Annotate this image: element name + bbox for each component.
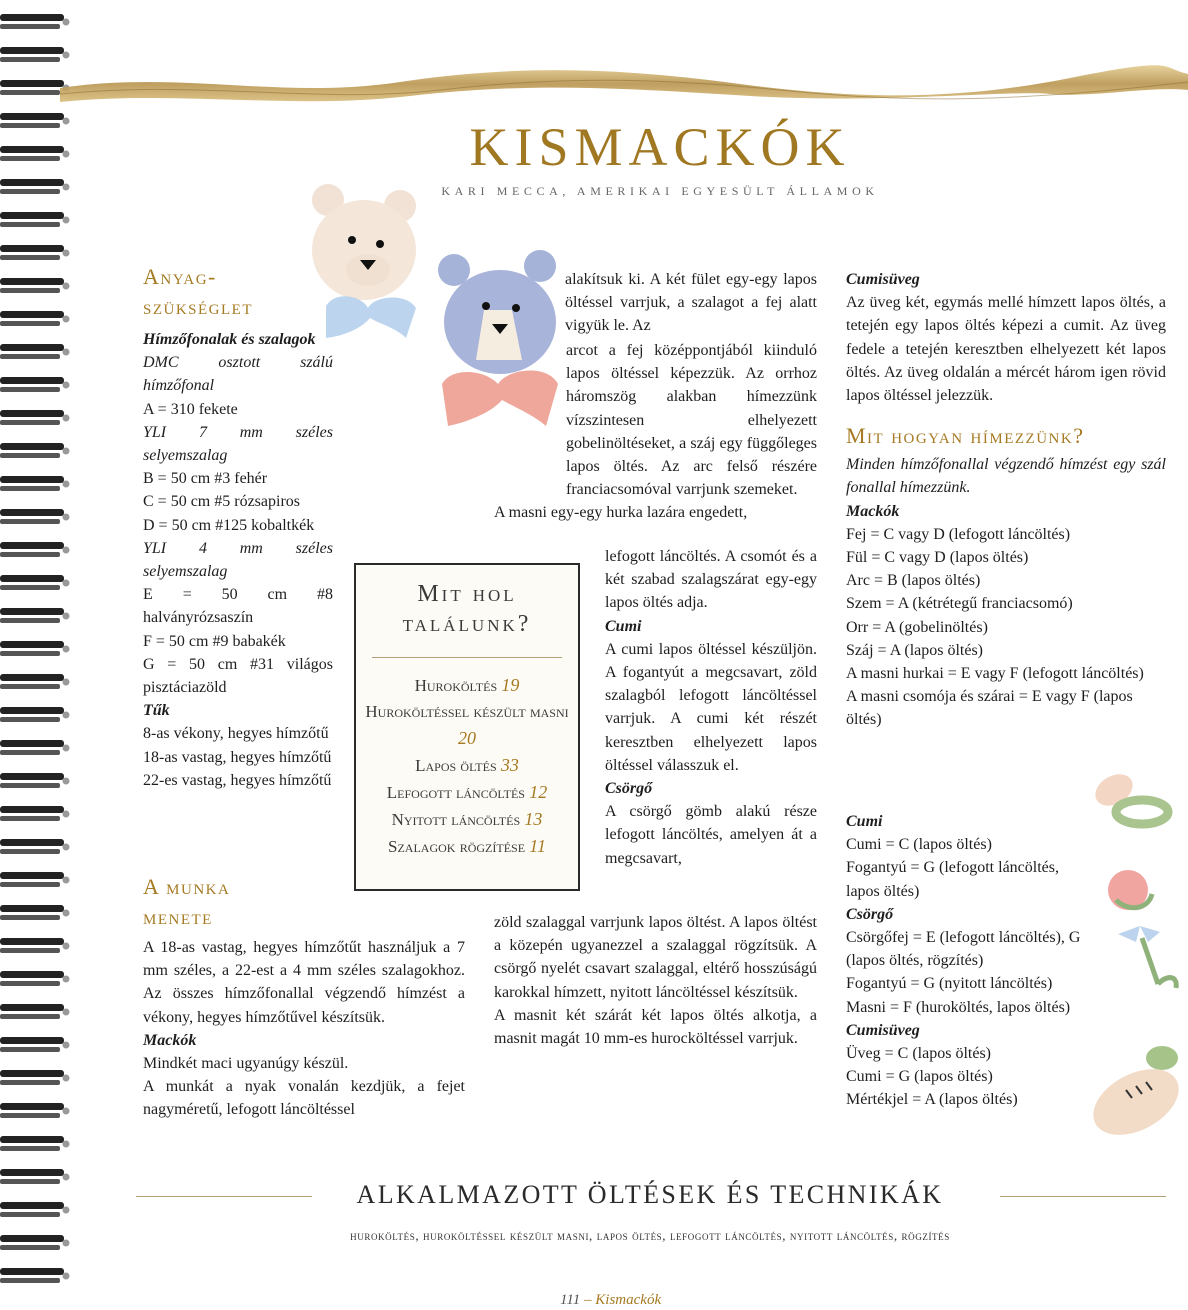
materials-line: Tűk: [143, 702, 170, 720]
process-bears-heading: Mackók: [143, 1031, 197, 1049]
spiral-coil: [0, 146, 64, 153]
spiral-coil-shadow: [0, 717, 60, 722]
spiral-hole: [63, 844, 70, 851]
spiral-coil-shadow: [0, 849, 60, 854]
spiral-coil: [0, 971, 64, 978]
spiral-coil: [0, 14, 64, 21]
page-title: KISMACKÓK: [469, 117, 851, 177]
toc-item-page: 11: [529, 836, 546, 856]
spiral-binding: [0, 0, 72, 1310]
spiral-coil: [0, 1037, 64, 1044]
spiral-coil-shadow: [0, 915, 60, 920]
spiral-coil-shadow: [0, 24, 60, 29]
spiral-coil-shadow: [0, 255, 60, 260]
spiral-hole: [63, 547, 70, 554]
spiral-coil-shadow: [0, 354, 60, 359]
spiral-hole: [63, 283, 70, 290]
toc-item: [356, 699, 578, 752]
process-heading-line2: menete: [143, 904, 213, 929]
spiral-coil: [0, 1169, 64, 1176]
footer-rule-left: [136, 1196, 312, 1197]
materials-line: YLI 4 mm széles selyemszalag: [143, 539, 333, 581]
spiral-hole: [63, 1009, 70, 1016]
spiral-hole: [63, 1207, 70, 1214]
spec-line: Fogantyú = G (lefogott láncöltés, lapos öltés): [846, 859, 1059, 900]
middle-text-face: [494, 339, 817, 525]
spiral-coil-shadow: [0, 651, 60, 656]
toc-item-label: Huroköltés: [414, 676, 502, 695]
spiral-coil: [0, 1268, 64, 1275]
middle-paragraph-1: alakítsuk ki. A két fület egy-egy lapos öltéssel varrjuk, a szalagot a fej alatt vigyük le. Az: [565, 271, 817, 335]
materials-column: [143, 262, 333, 792]
process-paragraph-2: Mindkét maci ugyanúgy készül.: [143, 1055, 349, 1073]
spiral-hole: [63, 481, 70, 488]
spiral-coil-shadow: [0, 123, 60, 128]
spiral-coil-shadow: [0, 1047, 60, 1052]
spiral-coil-shadow: [0, 1245, 60, 1250]
materials-line: B = 50 cm #3 fehér: [143, 470, 268, 488]
spiral-coil-shadow: [0, 816, 60, 821]
spiral-hole: [63, 514, 70, 521]
spiral-hole: [63, 613, 70, 620]
spiral-hole: [63, 250, 70, 257]
toc-item: [356, 672, 578, 699]
spiral-hole: [63, 943, 70, 950]
spiral-coil-shadow: [0, 387, 60, 392]
middle-paragraph-7: zöld szalaggal varrjunk lapos öltést. A lapos öltést a közepén ugyanezzel a szalaggal rögzítsük. A csörgő nyelét csavart szalaggal, eltérő hosszúságú karokkal hímzett, nyitott láncöltéssel készítsük.: [494, 914, 817, 1001]
toc-box: [354, 563, 580, 891]
spiral-coil-shadow: [0, 948, 60, 953]
spiral-coil-shadow: [0, 189, 60, 194]
bottle-heading: Cumisüveg: [846, 271, 920, 288]
spiral-hole: [63, 1042, 70, 1049]
spiral-coil: [0, 674, 64, 681]
page-subtitle: KARI MECCA, AMERIKAI EGYESÜLT ÁLLAMOK: [441, 184, 879, 198]
toc-item-label: Nyitott láncöltés: [391, 810, 525, 829]
toc-list: [356, 672, 578, 860]
spiral-hole: [63, 184, 70, 191]
spiral-coil: [0, 839, 64, 846]
spiral-coil-shadow: [0, 90, 60, 95]
rattle-list: [846, 926, 1086, 1019]
spiral-coil: [0, 443, 64, 450]
spiral-coil: [0, 1235, 64, 1242]
spiral-coil: [0, 344, 64, 351]
toc-item: [356, 752, 578, 779]
spiral-coil-shadow: [0, 750, 60, 755]
spiral-coil: [0, 641, 64, 648]
page-label: Kismackók: [595, 1292, 662, 1308]
spec-line: Csörgőfej = E (lefogott láncöltés), G (lapos öltés, rögzítés): [846, 929, 1081, 970]
footer-rule-right: [1000, 1196, 1166, 1197]
spiral-coil: [0, 410, 64, 417]
spiral-hole: [63, 1273, 70, 1280]
spiral-coil-shadow: [0, 783, 60, 788]
spiral-coil: [0, 1202, 64, 1209]
toc-item: [356, 779, 578, 806]
spiral-coil: [0, 575, 64, 582]
middle-paragraph-4: lefogott láncöltés. A csomót és a két szabad szalagszárat egy-egy lapos öltés adja.: [605, 548, 817, 612]
bottle-list: [846, 1042, 1086, 1112]
spiral-hole: [63, 382, 70, 389]
toc-item-label: Lefogott láncöltés: [386, 783, 530, 802]
spiral-coil: [0, 608, 64, 615]
spiral-coil-shadow: [0, 453, 60, 458]
spiral-coil: [0, 872, 64, 879]
materials-list: [143, 351, 333, 792]
spiral-hole: [63, 19, 70, 26]
spiral-hole: [63, 877, 70, 884]
spiral-hole: [63, 217, 70, 224]
spiral-coil-shadow: [0, 1113, 60, 1118]
toc-item-page: 33: [500, 755, 519, 775]
toc-title-line1: Mit hol: [417, 581, 517, 607]
middle-text-top: [565, 268, 817, 338]
spiral-hole: [63, 976, 70, 983]
page-dash: –: [584, 1292, 596, 1308]
spec-line: Arc = B (lapos öltés): [846, 572, 981, 590]
middle-pacifier-heading: Cumi: [605, 617, 642, 635]
spec-line: Fogantyú = G (nyitott láncöltés): [846, 975, 1053, 993]
spec-line: Száj = A (lapos öltés): [846, 641, 984, 659]
spiral-hole: [63, 811, 70, 818]
middle-rattle-heading: Csörgő: [605, 780, 653, 798]
toc-divider: [372, 657, 562, 658]
spiral-coil: [0, 740, 64, 747]
materials-line: 22-es vastag, hegyes hímzőtű: [143, 771, 332, 789]
spiral-hole: [63, 712, 70, 719]
what-heading: Mit hogyan hímezzünk?: [846, 423, 1085, 449]
materials-line: A = 310 fekete: [143, 400, 238, 418]
what-intro: Minden hímzőfonallal végzendő hímzést egy szál fonallal hímezzünk.: [846, 456, 1166, 497]
spiral-hole: [63, 745, 70, 752]
threads-heading: Hímzőfonalak és szalagok: [143, 331, 316, 348]
footer-title: ALKALMAZOTT ÖLTÉSEK ÉS TECHNIKÁK: [356, 1180, 944, 1209]
materials-heading-line1: Anyag-: [143, 264, 217, 289]
middle-text-boxed: [605, 545, 817, 870]
toc-item-page: 19: [501, 675, 520, 695]
spec-line: A masni csomója és szárai = E vagy F (lapos öltés): [846, 688, 1133, 729]
spiral-coil: [0, 773, 64, 780]
spiral-coil-shadow: [0, 57, 60, 62]
gold-ribbon-decoration: [60, 60, 1188, 120]
spiral-hole: [63, 1240, 70, 1247]
right-column-lower: [846, 810, 1086, 1112]
middle-text-bottom: [494, 911, 817, 1050]
spec-line: Üveg = C (lapos öltés): [846, 1045, 991, 1063]
materials-line: YLI 7 mm széles selyemszalag: [143, 423, 333, 465]
spiral-coil-shadow: [0, 684, 60, 689]
spiral-coil: [0, 509, 64, 516]
spiral-coil-shadow: [0, 1014, 60, 1019]
materials-line: C = 50 cm #5 rózsapiros: [143, 493, 300, 511]
spiral-coil: [0, 938, 64, 945]
spec-line: Fej = C vagy D (lefogott láncöltés): [846, 525, 1071, 543]
toc-item-label: Huroköltéssel készült masni: [365, 702, 569, 721]
spiral-coil: [0, 1070, 64, 1077]
process-paragraph-1: A 18-as vastag, hegyes hímzőtűt használjuk a 7 mm széles, a 22-est a 4 mm széles szalagokhoz. Az összes hímzőfonallal végzendő hímzést a vékony, hegyes hímzőtűvel készítsük.: [143, 939, 465, 1026]
middle-paragraph-3: A masni egy-egy hurka lazára engedett,: [494, 504, 748, 522]
materials-line: E = 50 cm #8 halványrózsaszín: [143, 586, 333, 627]
process-section: [143, 872, 465, 1122]
spiral-coil-shadow: [0, 1179, 60, 1184]
process-heading-line1: A munka: [143, 874, 231, 899]
spiral-hole: [63, 448, 70, 455]
spiral-hole: [63, 316, 70, 323]
toc-item-label: Szalagok rögzítése: [388, 837, 530, 856]
toc-item-page: 20: [458, 728, 476, 748]
middle-paragraph-6: A csörgő gömb alakú része lefogott láncöltés, amelyen át a megcsavart,: [605, 803, 817, 867]
materials-line: D = 50 cm #125 kobaltkék: [143, 516, 315, 534]
spiral-coil-shadow: [0, 618, 60, 623]
materials-line: 18-as vastag, hegyes hímzőtű: [143, 748, 332, 766]
spec-line: Mértékjel = A (lapos öltés): [846, 1091, 1018, 1109]
right-bears-heading: Mackók: [846, 502, 900, 520]
spiral-coil: [0, 113, 64, 120]
spiral-coil-shadow: [0, 222, 60, 227]
spiral-coil-shadow: [0, 552, 60, 557]
spiral-hole: [63, 151, 70, 158]
process-paragraph-3: A munkát a nyak vonalán kezdjük, a fejet nagyméretű, lefogott láncöltéssel: [143, 1078, 465, 1119]
spiral-coil-shadow: [0, 1278, 60, 1283]
spiral-coil-shadow: [0, 981, 60, 986]
page-number: 111: [560, 1292, 581, 1308]
right-column: [846, 268, 1166, 732]
spiral-coil: [0, 80, 64, 87]
spiral-coil: [0, 1136, 64, 1143]
spiral-coil: [0, 212, 64, 219]
spiral-hole: [63, 349, 70, 356]
spiral-coil: [0, 245, 64, 252]
spec-line: Cumi = C (lapos öltés): [846, 836, 992, 854]
spiral-coil: [0, 707, 64, 714]
spiral-coil: [0, 905, 64, 912]
toc-item-label: Lapos öltés: [415, 756, 501, 775]
spiral-hole: [63, 1108, 70, 1115]
spiral-hole: [63, 415, 70, 422]
materials-line: DMC osztott szálú hímzőfonal: [143, 354, 333, 395]
spiral-coil-shadow: [0, 288, 60, 293]
toc-item: [356, 806, 578, 833]
spiral-coil-shadow: [0, 1212, 60, 1217]
spec-line: Masni = F (huroköltés, lapos öltés): [846, 998, 1071, 1016]
middle-paragraph-8: A masnit két szárát két lapos öltés alkotja, a masnit magát 10 mm-es hurocköltéssel varrjuk.: [494, 1006, 817, 1048]
spiral-coil: [0, 47, 64, 54]
pacifier-list: [846, 833, 1086, 903]
toc-item: [356, 833, 578, 860]
spiral-hole: [63, 910, 70, 917]
bears-list: [846, 523, 1166, 732]
spiral-coil-shadow: [0, 420, 60, 425]
spec-line: A masni hurkai = E vagy F (lefogott láncöltés): [846, 665, 1144, 683]
right-pacifier-heading: Cumi: [846, 813, 883, 830]
toc-item-page: 13: [524, 809, 543, 829]
spiral-coil: [0, 542, 64, 549]
right-bottle-heading: Cumisüveg: [846, 1021, 920, 1039]
materials-line: G = 50 cm #31 világos pisztáciazöld: [143, 655, 333, 697]
middle-paragraph-2: arcot a fej középpontjából kiinduló lapos öltéssel képezzük. Az orrhoz háromszög alakban hímezzünk vízszintesen elhelyezett gobelinöltéseket, a száj egy függőleges lapos öltés. Az arc felső részére franciacsomóval varrjunk szemeket.: [566, 342, 817, 499]
materials-line: 8-as vékony, hegyes hímzőtű: [143, 725, 329, 743]
spiral-coil-shadow: [0, 321, 60, 326]
spiral-coil-shadow: [0, 882, 60, 887]
spiral-coil: [0, 806, 64, 813]
spiral-coil: [0, 311, 64, 318]
spiral-hole: [63, 679, 70, 686]
spiral-hole: [63, 646, 70, 653]
spiral-hole: [63, 778, 70, 785]
spiral-coil: [0, 278, 64, 285]
rattle-illustration: [1098, 864, 1188, 994]
spec-line: Szem = A (kétrétegű franciacsomó): [846, 595, 1073, 613]
spiral-coil-shadow: [0, 1146, 60, 1151]
footer-techniques: huroköltés, huroköltéssel készült masni, lapos öltés, lefogott láncöltés, nyitott láncöltés, rögzítés: [350, 1228, 950, 1243]
spiral-hole: [63, 1075, 70, 1082]
spiral-coil-shadow: [0, 585, 60, 590]
toc-title-line2: találunk?: [402, 611, 532, 637]
middle-paragraph-5: A cumi lapos öltéssel készüljön. A fogantyút a megcsavart, zöld szalagból lefogott láncöltéssel varrjuk. A cumi két részét keresztben elhelyezett lapos öltéssel válasszuk el.: [605, 640, 817, 774]
bottle-illustration: [1086, 1040, 1188, 1136]
spiral-coil-shadow: [0, 1080, 60, 1085]
spiral-coil-shadow: [0, 486, 60, 491]
spiral-hole: [63, 580, 70, 587]
pacifier-illustration: [1092, 764, 1188, 846]
spec-line: Orr = A (gobelinöltés): [846, 618, 988, 636]
spec-line: Cumi = G (lapos öltés): [846, 1068, 993, 1086]
spiral-coil: [0, 377, 64, 384]
spiral-hole: [63, 1174, 70, 1181]
right-rattle-heading: Csörgő: [846, 905, 894, 923]
materials-line: F = 50 cm #9 babakék: [143, 632, 286, 650]
spiral-coil: [0, 179, 64, 186]
spiral-coil-shadow: [0, 519, 60, 524]
spiral-hole: [63, 52, 70, 59]
spiral-coil: [0, 1103, 64, 1110]
spiral-hole: [63, 1141, 70, 1148]
toc-item-page: 12: [529, 782, 548, 802]
bottle-paragraph: Az üveg két, egymás mellé hímzett lapos öltés, a tetején egy lapos öltés képezi a cumit. Az üveg fedele a tetején keresztben elhelyezett két lapos öltés. Az üveg oldalán a mércét három igen rövid lapos öltéssel jelezzük.: [846, 294, 1166, 405]
spiral-coil: [0, 1004, 64, 1011]
spiral-coil: [0, 476, 64, 483]
spiral-coil-shadow: [0, 156, 60, 161]
materials-heading-line2: szükséglet: [143, 294, 253, 319]
page-number-line: [560, 1292, 760, 1309]
spec-line: Fül = C vagy D (lapos öltés): [846, 549, 1029, 567]
